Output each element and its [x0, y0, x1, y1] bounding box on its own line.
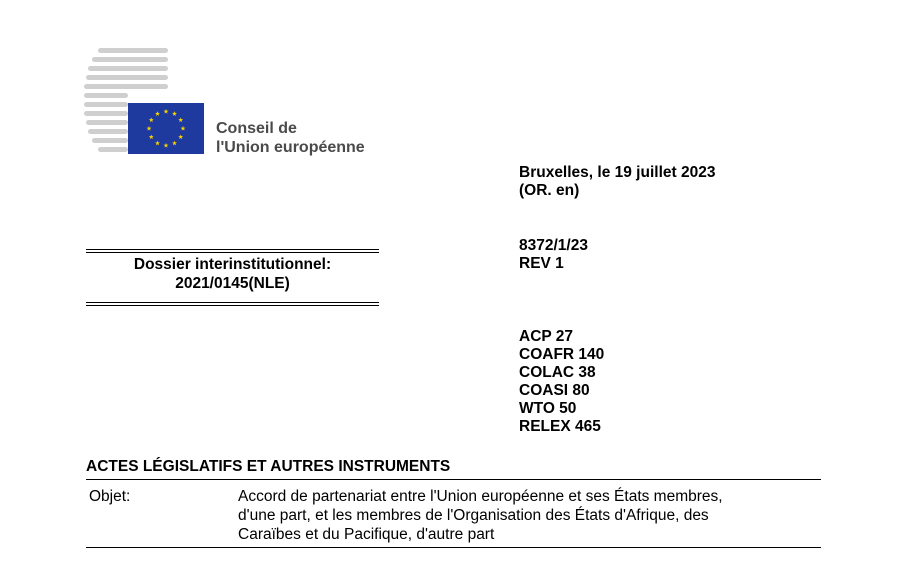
document-number: 8372/1/23	[519, 237, 588, 254]
subject-bottom-rule	[86, 547, 821, 548]
subject-code: ACP 27	[519, 328, 573, 345]
dossier-reference: 2021/0145(NLE)	[175, 275, 290, 292]
subject-code: COLAC 38	[519, 364, 596, 381]
interinstitutional-dossier	[86, 255, 379, 293]
subject-code: WTO 50	[519, 400, 577, 417]
subject-code: RELEX 465	[519, 418, 601, 435]
subject-code: COASI 80	[519, 382, 590, 399]
place-date-block	[519, 164, 715, 200]
subject-text	[238, 487, 808, 544]
org-name-line2: l'Union européenne	[216, 139, 365, 156]
org-name-line1: Conseil de	[216, 120, 297, 137]
council-logo	[84, 48, 210, 156]
dossier-bottom-rule-2	[86, 305, 379, 306]
subject-code: COAFR 140	[519, 346, 605, 363]
revision: REV 1	[519, 255, 564, 272]
dossier-label: Dossier interinstitutionnel:	[133, 256, 332, 273]
dossier-top-rule-1	[86, 249, 379, 250]
dossier-bottom-rule-1	[86, 302, 379, 303]
organization-name	[216, 119, 365, 157]
original-language: (OR. en)	[519, 182, 580, 199]
subject-line: Accord de partenariat entre l'Union européenne et ses États membres,	[238, 488, 723, 505]
dossier-top-rule-2	[86, 252, 379, 253]
section-rule	[86, 479, 821, 480]
place-date: Bruxelles, le 19 juillet 2023	[519, 164, 716, 181]
subject-line: d'une part, et les membres de l'Organisation des États d'Afrique, des	[238, 507, 709, 524]
section-title: ACTES LÉGISLATIFS ET AUTRES INSTRUMENTS	[86, 458, 451, 475]
subject-label: Objet:	[89, 488, 131, 505]
subject-codes	[519, 328, 604, 436]
subject-line: Caraïbes et du Pacifique, d'autre part	[238, 526, 495, 543]
document-number-block	[519, 237, 588, 273]
